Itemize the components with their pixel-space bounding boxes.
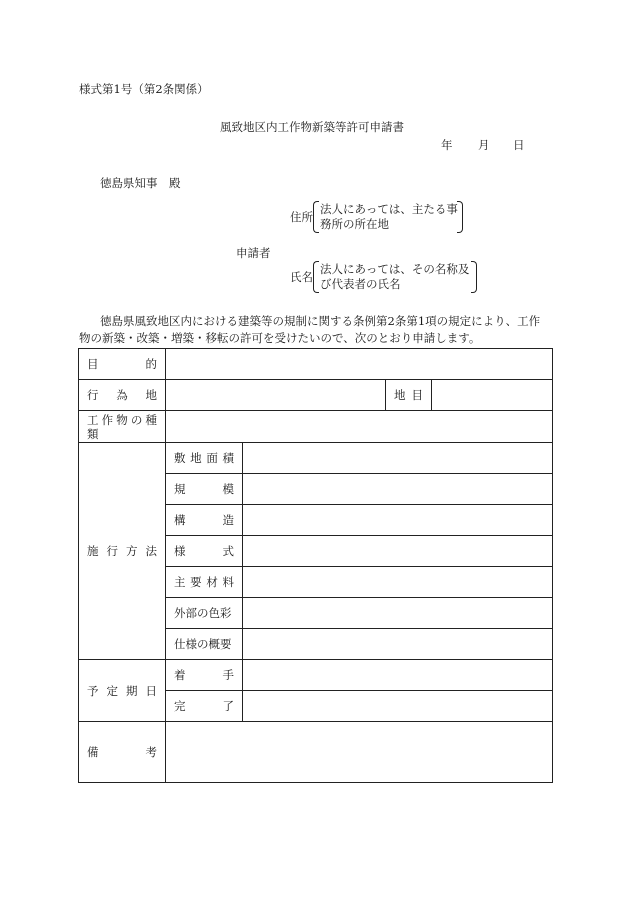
address-note-line2: 務所の所在地 <box>320 217 389 231</box>
method-item-structure: 構 造 <box>174 513 234 527</box>
remarks-label: 備 考 <box>87 745 157 759</box>
table-row <box>79 380 553 411</box>
address-label: 住所 <box>290 210 313 224</box>
site-label: 行 為 地 <box>87 388 157 402</box>
application-table <box>78 348 553 783</box>
method-item-cell <box>166 567 243 598</box>
structure-type-label-line1: 工 作 物 の 種 <box>87 413 157 427</box>
land-category-value-cell[interactable] <box>432 380 553 411</box>
date-day: 日 <box>513 138 525 152</box>
structure-type-label-cell <box>79 411 166 443</box>
method-item-exterior-color: 外部の色彩 <box>174 606 232 620</box>
method-item-scale: 規 模 <box>174 482 234 496</box>
name-note-line1: 法人にあっては、その名称及 <box>320 262 470 276</box>
method-value-cell[interactable] <box>243 629 553 660</box>
schedule-item-cell <box>166 691 243 722</box>
method-value-cell[interactable] <box>243 474 553 505</box>
name-label: 氏名 <box>290 270 313 284</box>
structure-type-label-line2: 類 <box>87 427 99 441</box>
method-value-cell[interactable] <box>243 567 553 598</box>
method-item-spec-summary: 仕様の概要 <box>174 637 232 651</box>
address-bracket-right <box>457 201 463 233</box>
date-year: 年 <box>441 138 453 152</box>
table-row <box>79 660 553 691</box>
site-value-cell[interactable] <box>166 380 386 411</box>
schedule-item-start: 着 手 <box>174 668 234 682</box>
table-row <box>79 722 553 783</box>
form-number: 様式第1号（第2条関係） <box>79 82 209 96</box>
method-value-cell[interactable] <box>243 443 553 474</box>
remarks-label-cell <box>79 722 166 783</box>
purpose-label-cell <box>79 349 166 380</box>
table-row <box>79 443 553 474</box>
purpose-value-cell[interactable] <box>166 349 553 380</box>
land-category-label-cell <box>386 380 432 411</box>
applicant-label: 申請者 <box>236 246 271 260</box>
schedule-value-cell[interactable] <box>243 691 553 722</box>
name-note-line2: び代表者の氏名 <box>320 277 401 291</box>
table-row <box>79 411 553 443</box>
method-value-cell[interactable] <box>243 505 553 536</box>
site-label-cell <box>79 380 166 411</box>
name-bracket-right <box>471 261 477 293</box>
table-row <box>79 349 553 380</box>
method-item-cell <box>166 505 243 536</box>
method-item-main-material: 主 要 材 料 <box>174 575 234 589</box>
address-note-line1: 法人にあっては、主たる事 <box>320 202 458 216</box>
method-label-cell <box>79 443 166 660</box>
method-item-cell <box>166 443 243 474</box>
document-title: 風致地区内工作物新築等許可申請書 <box>220 120 404 134</box>
land-category-label: 地 目 <box>394 388 423 402</box>
schedule-item-complete: 完 了 <box>174 699 234 713</box>
body-line2: 物の新築・改築・増築・移転の許可を受けたいので、次のとおり申請します。 <box>79 331 481 345</box>
method-item-cell <box>166 598 243 629</box>
method-item-cell <box>166 474 243 505</box>
date-month: 月 <box>478 138 490 152</box>
body-line1: 徳島県風致地区内における建築等の規制に関する条例第2条第1項の規定により、工作 <box>100 314 541 328</box>
remarks-value-cell[interactable] <box>166 722 553 783</box>
schedule-value-cell[interactable] <box>243 660 553 691</box>
method-item-cell <box>166 629 243 660</box>
method-item-cell <box>166 536 243 567</box>
method-item-site-area: 敷 地 面 積 <box>174 451 234 465</box>
method-value-cell[interactable] <box>243 598 553 629</box>
method-label: 施 行 方 法 <box>87 544 157 558</box>
schedule-item-cell <box>166 660 243 691</box>
addressee: 徳島県知事 殿 <box>100 176 181 190</box>
name-bracket-left <box>313 261 319 293</box>
address-bracket-left <box>313 201 319 233</box>
purpose-label: 目 的 <box>87 357 157 371</box>
schedule-label-cell <box>79 660 166 722</box>
schedule-label: 予 定 期 日 <box>87 683 157 698</box>
method-item-style: 様 式 <box>174 544 234 558</box>
method-value-cell[interactable] <box>243 536 553 567</box>
structure-type-value-cell[interactable] <box>166 411 553 443</box>
